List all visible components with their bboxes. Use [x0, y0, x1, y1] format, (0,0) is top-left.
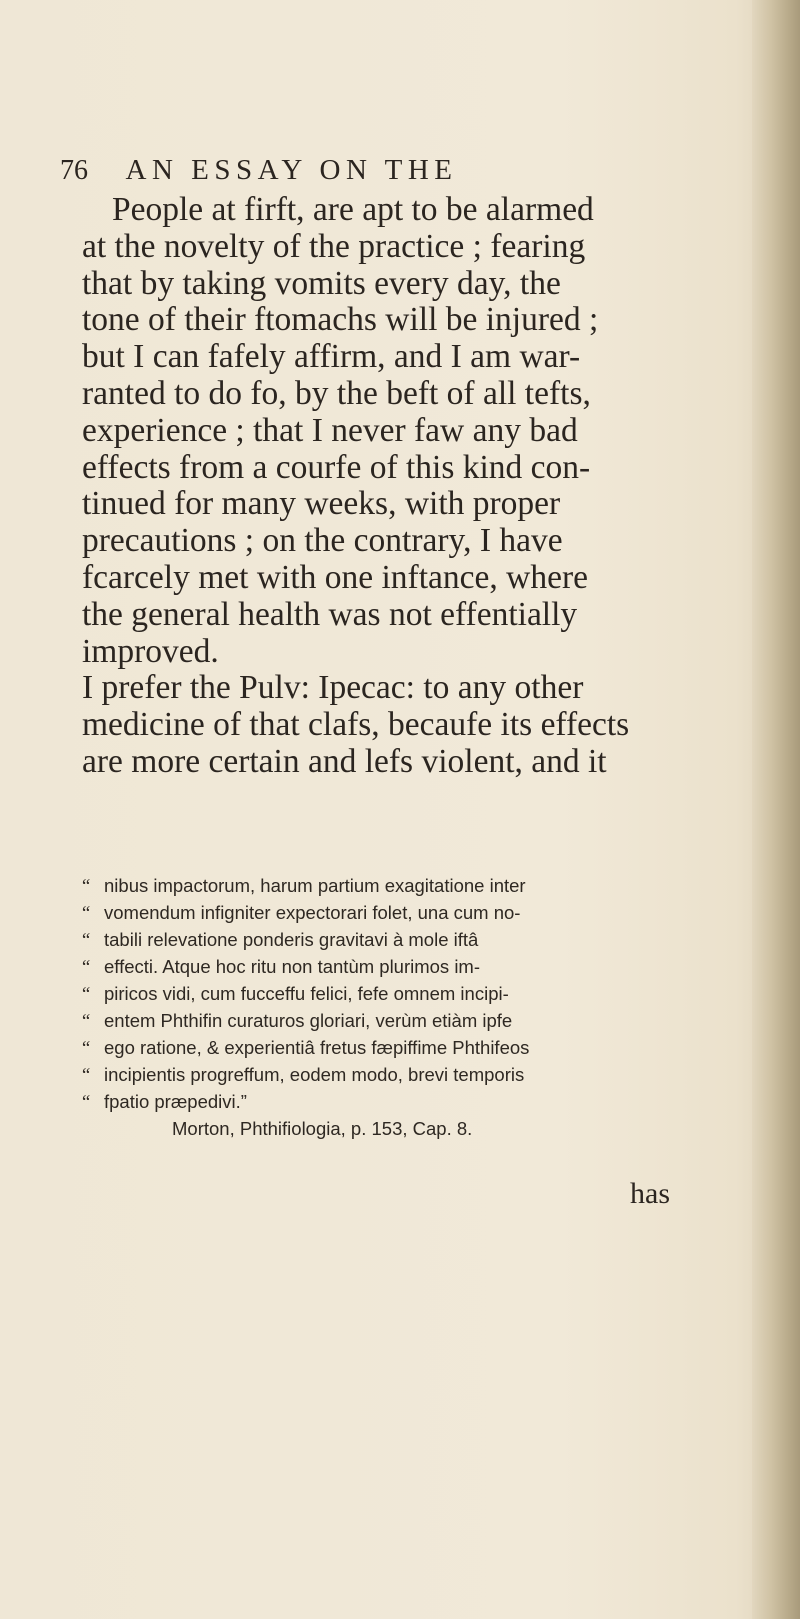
footnote-text: piricos vidi, cum fucceffu felici, fefe omnem incipi- — [104, 983, 509, 1004]
footnote-text: fpatio præpedivi.” — [104, 1091, 247, 1112]
quote-mark: “ — [82, 904, 91, 924]
body-line: but I can fafely affirm, and I am war- — [82, 338, 581, 376]
running-head — [60, 148, 660, 192]
footnote-line — [82, 1007, 702, 1034]
quote-mark: “ — [82, 877, 91, 897]
footnote-citation: Morton, Phthifiologia, p. 153, Cap. 8. — [172, 1118, 473, 1139]
footnote-line — [82, 1088, 702, 1115]
quote-mark: “ — [82, 1093, 91, 1113]
body-line: People at firft, are apt to be alarmed — [112, 191, 594, 228]
body-line: I prefer the Pulv: Ipecac: to any other — [82, 669, 584, 707]
quote-mark: “ — [82, 1039, 91, 1059]
footnote-line — [82, 980, 702, 1007]
footnote-line — [82, 899, 702, 926]
footnote — [82, 872, 702, 1142]
body-line: precautions ; on the contrary, I have — [82, 522, 563, 560]
body-line: experience ; that I never faw any bad — [82, 411, 578, 449]
body-line: fcarcely met with one inftance, where — [82, 558, 588, 596]
body-line: that by taking vomits every day, the — [82, 264, 561, 302]
footnote-text: vomendum infigniter expectorari folet, una cum no- — [104, 902, 521, 923]
catchword: has — [630, 1177, 670, 1210]
body-line: the general health was not effentially — [82, 595, 578, 633]
page-number: 76 — [60, 155, 88, 186]
footnote-line — [82, 953, 702, 980]
quote-mark: “ — [82, 1066, 91, 1086]
footnote-text: nibus impactorum, harum partium exagitatione inter — [104, 875, 526, 896]
body-line: tone of their ftomachs will be injured ; — [82, 301, 599, 339]
footnote-line — [82, 1034, 702, 1061]
body-line: medicine of that clafs, becaufe its effects — [82, 706, 630, 744]
footnote-text: incipientis progreffum, eodem modo, brevi temporis — [104, 1064, 525, 1085]
quote-mark: “ — [82, 958, 91, 978]
page-edge — [752, 0, 800, 1619]
body-line: ranted to do fo, by the beft of all tefts, — [82, 374, 591, 412]
running-title: AN ESSAY ON THE — [125, 154, 458, 186]
body-line: effects from a courfe of this kind con- — [82, 448, 591, 486]
body-line: tinued for many weeks, with proper — [82, 485, 561, 523]
body-line: at the novelty of the practice ; fearing — [82, 227, 586, 265]
footnote-line — [82, 872, 702, 899]
quote-mark: “ — [82, 985, 91, 1005]
footnote-text: ego ratione, & experientiâ fretus fæpiffime Phthifeos — [104, 1037, 530, 1058]
body-line: are more certain and lefs violent, and it — [82, 742, 607, 780]
footnote-text: entem Phthifin curaturos gloriari, verùm etiàm ipfe — [104, 1010, 513, 1031]
quote-mark: “ — [82, 1012, 91, 1032]
footnote-line — [82, 1061, 702, 1088]
footnote-text: tabili relevatione ponderis gravitavi à mole iftâ — [104, 929, 479, 950]
body-line: improved. — [82, 632, 219, 670]
body-text — [82, 192, 702, 781]
footnote-line — [82, 926, 702, 953]
footnote-text: effecti. Atque hoc ritu non tantùm plurimos im- — [104, 956, 481, 977]
quote-mark: “ — [82, 931, 91, 951]
